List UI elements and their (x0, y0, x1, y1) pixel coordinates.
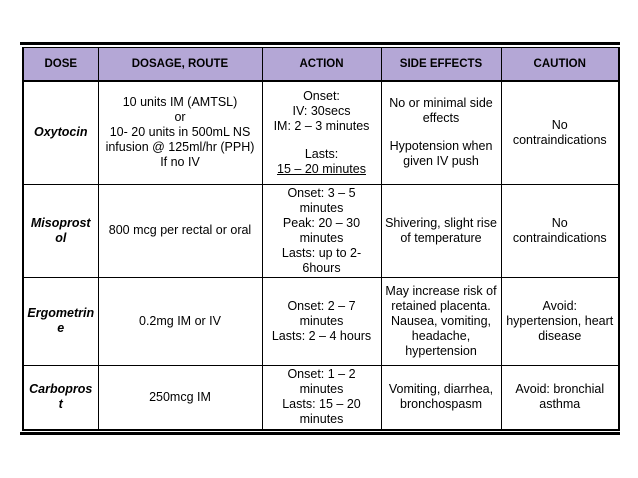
side-effects-cell (381, 81, 501, 184)
cell-line: minutes (299, 200, 344, 215)
cell-line: or (174, 110, 186, 125)
cell-line: 6hours (302, 260, 341, 275)
side-effects-cell (381, 277, 501, 365)
uterotonic-drugs-table (22, 47, 620, 431)
cell-line: Hypotension when (389, 139, 493, 154)
action-cell (262, 365, 381, 430)
bottom-rule (20, 432, 620, 435)
cell-line: minutes (299, 313, 344, 328)
cell-line: May increase risk of (385, 283, 497, 298)
cell-line: Lasts: 15 – 20 (282, 397, 361, 412)
side-effects-cell (381, 365, 501, 430)
cell-line: Lasts: (304, 146, 339, 161)
top-rule (20, 42, 620, 45)
cell-line: Avoid: bronchial (515, 382, 605, 397)
cell-line: 800 mcg per rectal or oral (108, 223, 252, 237)
cell-line: disease (538, 328, 582, 343)
cell-line: Nausea, vomiting, (390, 313, 492, 328)
cell-line: IV: 30secs (292, 103, 351, 118)
drug-name-ergometrine (23, 277, 98, 365)
cell-line-underlined: 15 – 20 minutes (277, 161, 366, 176)
cell-line: retained placenta. (391, 298, 491, 313)
cell-line: Onset: (303, 88, 340, 103)
action-cell (262, 81, 381, 184)
cell-line: hypertension, heart (506, 313, 614, 328)
drug-name-oxytocin: Oxytocin (23, 81, 98, 184)
cell-line: infusion @ 125ml/hr (PPH) (105, 140, 255, 155)
cell-line: Lasts: 2 – 4 hours (271, 328, 372, 343)
caution-cell (501, 277, 619, 365)
table-row (23, 184, 619, 277)
caution-cell (501, 184, 619, 277)
cell-line: 250mcg IM (149, 389, 211, 404)
dosage-route-cell (98, 184, 262, 277)
cell-line: Peak: 20 – 30 (282, 215, 361, 230)
cell-line: asthma (539, 397, 581, 412)
cell-line: contraindications (512, 132, 607, 147)
header-dosage-route: DOSAGE, ROUTE (98, 48, 262, 82)
header-dose: DOSE (23, 48, 98, 82)
cell-line: Onset: 2 – 7 (287, 298, 356, 313)
table-row (23, 365, 619, 430)
cell-line: headache, (411, 328, 471, 343)
cell-line: minutes (299, 382, 344, 397)
cell-line: effects (422, 111, 460, 126)
cell-line: IM: 2 – 3 minutes (273, 118, 370, 133)
cell-line: contraindications (512, 230, 607, 245)
cell-line: No (551, 117, 568, 132)
action-cell (262, 277, 381, 365)
cell-line: Misoprost (30, 215, 91, 230)
cell-line: Onset: 3 – 5 (287, 185, 356, 200)
cell-line: Lasts: up to 2- (281, 245, 362, 260)
cell-line: Onset: 1 – 2 (287, 367, 356, 382)
action-cell (262, 184, 381, 277)
cell-line: 10- 20 units in 500mL NS (109, 125, 251, 140)
cell-line: Avoid: (542, 298, 577, 313)
table-row (23, 277, 619, 365)
dosage-route-cell (98, 277, 262, 365)
cell-line: 0.2mg IM or IV (139, 313, 221, 328)
cell-line: Shivering, slight rise (385, 215, 497, 230)
cell-line: ol (55, 230, 67, 245)
header-caution: CAUTION (501, 48, 619, 82)
cell-line: t (58, 397, 63, 412)
cell-line: e (57, 321, 65, 335)
drug-name-misoprostol (23, 184, 98, 277)
side-effects-cell (381, 184, 501, 277)
cell-line: minutes (299, 230, 344, 245)
header-action: ACTION (262, 48, 381, 82)
table-row (23, 81, 619, 184)
cell-line: bronchospasm (400, 397, 482, 412)
drug-name-carboprost (23, 365, 98, 430)
cell-line: No (551, 215, 568, 230)
cell-line: No or minimal side (389, 96, 493, 111)
cell-line: hypertension (405, 343, 477, 358)
cell-line: minutes (299, 412, 344, 427)
header-side-effects: SIDE EFFECTS (381, 48, 501, 82)
cell-line: 10 units IM (AMTSL) (122, 95, 238, 110)
dosage-route-cell (98, 81, 262, 184)
cell-line: Vomiting, diarrhea, (388, 382, 494, 397)
cell-line: given IV push (403, 154, 479, 169)
dosage-route-cell (98, 365, 262, 430)
cell-line: Ergometrin (27, 306, 95, 320)
cell-line: of temperature (400, 230, 482, 245)
caution-cell (501, 365, 619, 430)
cell-line: If no IV (160, 155, 200, 170)
header-row (23, 48, 619, 82)
caution-cell (501, 81, 619, 184)
cell-line: Carbopros (29, 382, 93, 397)
